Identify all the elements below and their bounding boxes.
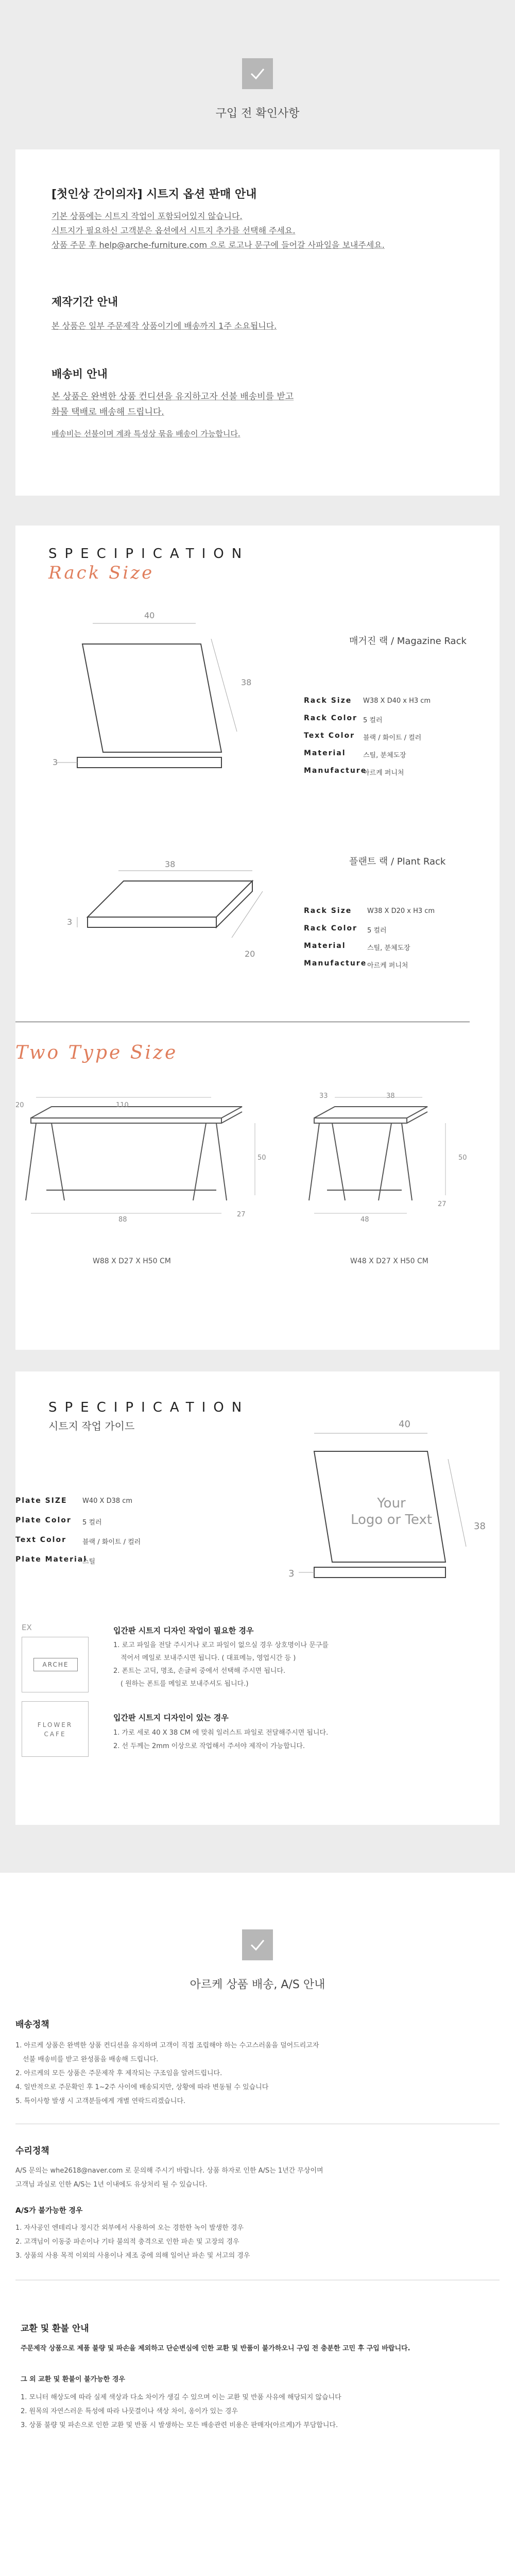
no-exchange-title: 그 외 교환 및 환불이 불가능한 경우 <box>21 2376 125 2383</box>
long-dim-side: 27 <box>237 1211 246 1218</box>
need-design-line-1: 1. 로고 파일을 전달 주시거나 로고 파일이 없으실 경우 상호명이나 문구를 <box>113 1641 329 1649</box>
magazine-rack-drawing <box>46 608 283 793</box>
no-as-line-3: 3. 상품의 사용 목적 이외의 사용이나 제조 중에 의해 일어난 파손 및 서고의 경우 <box>15 2252 250 2260</box>
check-icon <box>242 58 273 89</box>
long-bench-caption: W88 X D27 X H50 CM <box>93 1257 171 1265</box>
spec-value: 5 컬러 <box>82 1519 102 1527</box>
plate-text-line-2: Logo or Text <box>350 1512 433 1528</box>
example-arche <box>22 1637 89 1692</box>
spec-key: Rack Size <box>304 697 352 705</box>
period-title: 제작기간 안내 <box>52 296 118 308</box>
long-dim-h: 50 <box>258 1154 266 1162</box>
notice-line-1: 기본 상품에는 시트지 작업이 포함되어있지 않습니다. <box>52 211 243 221</box>
need-design-line-4: ( 원하는 폰트를 메일로 보내주셔도 됩니다.) <box>121 1680 249 1688</box>
spec-value: W38 X D40 x H3 cm <box>363 697 431 705</box>
spec-key: Plate SIZE <box>15 1497 67 1505</box>
spec-card-1 <box>15 526 500 1350</box>
plate-dim-w: 40 <box>399 1419 410 1430</box>
notice-line-2: 시트지가 필요하신 고객분은 옵션에서 시트지 추가를 선택해 주세요. <box>52 226 296 235</box>
have-design-title: 입간판 시트지 디자인이 있는 경우 <box>113 1713 229 1722</box>
spec-value: 아르케 퍼니처 <box>367 962 408 970</box>
need-design-title: 입간판 시트지 디자인 작업이 필요한 경우 <box>113 1626 254 1635</box>
spec-key: Material <box>304 942 346 950</box>
example-arche-text: ARCHE <box>33 1658 78 1671</box>
check-icon-2 <box>242 1929 273 1960</box>
spec-key: Text Color <box>304 732 355 740</box>
spec-key: Manufacture <box>304 959 367 968</box>
no-as-line-1: 1. 자사공인 엔테리나 정시간 외부에서 사용하여 오는 경한한 녹이 발생한 경우 <box>15 2224 244 2232</box>
repair-line-2: 고객님 과실로 인한 A/S는 1년 이내에도 유상처리 될 수 있습니다. <box>15 2181 208 2189</box>
spec-key: Rack Color <box>304 924 357 933</box>
repair-line-1: A/S 문의는 whe2618@naver.com 로 문의해 주시기 바랍니다. 상품 하자로 인한 A/S는 1년간 무상이며 <box>15 2167 323 2175</box>
example-flower-text: FLOWER <box>37 1721 73 1728</box>
short-bench-caption: W48 X D27 X H50 CM <box>350 1257 428 1265</box>
short-dim-h: 50 <box>458 1154 467 1162</box>
notice-line-3: 상품 주문 후 help@arche-furniture.com 으로 로고나 문구에 들어갈 사파일을 보내주세요. <box>52 240 385 250</box>
as-section <box>0 1873 515 2576</box>
two-type-size-title: Two Type Size <box>15 1042 178 1063</box>
plate-dim-h: 38 <box>474 1521 486 1532</box>
no-exchange-line-1: 1. 모니터 해상도에 따라 실제 색상과 다소 차이가 생길 수 있으며 이는 교환 및 반품 사유에 해당되지 않습니다 <box>21 2394 341 2401</box>
long-dim-w: 110 <box>116 1101 129 1109</box>
magazine-dim-h: 38 <box>241 677 252 687</box>
page-title: 구입 전 확인사항 <box>215 107 300 120</box>
ship-fee-line-3: 배송비는 선불이며 계좌 특성상 묶음 배송이 가능합니다. <box>52 429 241 438</box>
ex-label: EX <box>22 1623 32 1632</box>
no-as-title: A/S가 불가능한 경우 <box>15 2207 83 2215</box>
spec-key: Material <box>304 749 346 757</box>
shipping-line-1: 1. 아르케 상품은 완벽한 상품 컨디션을 유지하며 고객이 직접 조립해야 하는 수고스러움을 덜어드리고자 <box>15 2042 319 2049</box>
spec-key: Plate Material <box>15 1555 88 1564</box>
short-bench-drawing <box>304 1092 474 1226</box>
example-flower-cafe <box>22 1701 89 1757</box>
ship-fee-line-1: 본 상품은 완벽한 상품 컨디션을 유지하고자 선불 배송비를 받고 <box>52 392 294 402</box>
spec-value: 블랙 / 화이트 / 컬러 <box>363 734 422 742</box>
spec-key: Plate Color <box>15 1516 72 1524</box>
shipping-line-3: 2. 아르케의 모든 상품은 주문제작 후 제작되는 구조임을 알려드립니다. <box>15 2070 222 2077</box>
need-design-line-2: 적어서 메일로 보내주시면 됩니다. ( 대표메뉴, 영업시간 등 ) <box>121 1654 296 1662</box>
spec-value: 스틸, 분체도장 <box>367 944 410 952</box>
no-as-line-2: 2. 고객님이 이동중 파손이나 기타 불의적 충격으로 인한 파손 및 고장의 경우 <box>15 2238 239 2246</box>
rack-size-title: Rack Size <box>48 563 154 583</box>
top-header <box>0 0 515 149</box>
spec-value: 아르케 퍼니처 <box>363 769 404 777</box>
spec-key: Rack Color <box>304 714 357 722</box>
long-dim-bottom: 88 <box>118 1216 127 1224</box>
short-dim-side: 27 <box>438 1200 447 1208</box>
as-title: 아르케 상품 배송, A/S 안내 <box>190 1978 325 1991</box>
spec-heading-2: SPECIPICATION <box>48 1400 250 1415</box>
long-bench-drawing <box>15 1092 283 1226</box>
shipping-line-2: 선불 배송비를 받고 완성품을 배송해 드립니다. <box>23 2056 159 2063</box>
notice-card <box>15 149 500 496</box>
plate-text-line-1: Your <box>377 1496 406 1511</box>
exchange-bold-line: 주문제작 상품으로 제품 불량 및 파손을 제외하고 단순변심에 인한 교환 및 반품이 불가하오니 구입 전 충분한 고민 후 구입 바랍니다. <box>21 2345 410 2352</box>
shipping-line-5: 5. 특이사항 발생 시 고객분들에게 개별 연락드리겠습니다. <box>15 2097 186 2105</box>
spec-heading: SPECIPICATION <box>48 546 250 562</box>
shipping-policy-title: 배송정책 <box>15 2020 49 2030</box>
no-exchange-line-3: 3. 상품 불량 및 파손으로 인한 교환 및 반품 시 발생하는 모든 배송관련 비용은 판매자(아르케)가 부담합니다. <box>21 2421 338 2429</box>
ship-fee-title: 배송비 안내 <box>52 368 108 380</box>
spec-key: Rack Size <box>304 907 352 915</box>
no-exchange-line-2: 2. 원목의 자연스러운 특성에 따라 나뭇결이나 색상 차이, 옹이가 있는 경우 <box>21 2408 238 2415</box>
spec-value: W38 X D20 x H3 cm <box>367 907 435 915</box>
spec-value: 스틸 <box>82 1558 96 1566</box>
spec-key: Text Color <box>15 1536 66 1544</box>
magazine-rack-title: 매거진 랙 / Magazine Rack <box>349 636 467 647</box>
ship-fee-line-2: 화물 택배로 배송해 드립니다. <box>52 407 164 417</box>
have-design-line-2: 2. 선 두께는 2mm 이상으로 작업해서 주셔야 제작이 가능합니다. <box>113 1742 305 1750</box>
plant-dim-w: 38 <box>165 859 176 869</box>
magazine-dim-d: 3 <box>53 757 58 767</box>
plant-rack-drawing <box>46 860 283 979</box>
spec-value: 5 컬러 <box>363 717 383 724</box>
exchange-title: 교환 및 환불 안내 <box>21 2324 89 2334</box>
repair-policy-title: 수리정책 <box>15 2146 49 2156</box>
magazine-dim-w: 40 <box>144 611 155 620</box>
spec-value: W40 X D38 cm <box>82 1497 133 1505</box>
short-dim-w: 38 <box>386 1092 395 1100</box>
plate-logo-text <box>345 1495 438 1528</box>
long-dim-d: 20 <box>15 1101 24 1109</box>
spec-card-2 <box>15 1371 500 1825</box>
spec-value: 블랙 / 화이트 / 컬러 <box>82 1538 141 1546</box>
example-cafe-text: CAFE <box>44 1731 66 1738</box>
spec-value: 스틸, 분체도장 <box>363 752 406 759</box>
sheet-guide-title: 시트지 작업 가이드 <box>48 1420 135 1432</box>
short-dim-bottom: 48 <box>360 1216 369 1224</box>
notice-title: [첫인상 간이의자] 시트지 옵션 판매 안내 <box>52 188 257 201</box>
spec-key: Manufacture <box>304 767 367 775</box>
need-design-line-3: 2. 폰트는 고딕, 명조, 손글씨 중에서 선택해 주시면 됩니다. <box>113 1667 286 1675</box>
plate-dim-d: 3 <box>288 1568 295 1579</box>
shipping-line-4: 4. 일반적으로 주문확인 후 1~2주 사이에 배송되지만, 상황에 따라 변동될 수 있습니다 <box>15 2083 269 2091</box>
plant-dim-h: 3 <box>67 917 73 927</box>
spec-value: 5 컬러 <box>367 927 387 935</box>
short-dim-d: 33 <box>319 1092 328 1100</box>
period-body: 본 상품은 일부 주문제작 상품이기에 배송까지 1주 소요됩니다. <box>52 321 277 331</box>
plant-rack-title: 플랜트 랙 / Plant Rack <box>349 856 446 867</box>
plant-dim-d: 20 <box>245 949 255 959</box>
have-design-line-1: 1. 가로 세로 40 X 38 CM 에 맞춰 일러스트 파일로 전달해주시면 됩니다. <box>113 1729 329 1737</box>
